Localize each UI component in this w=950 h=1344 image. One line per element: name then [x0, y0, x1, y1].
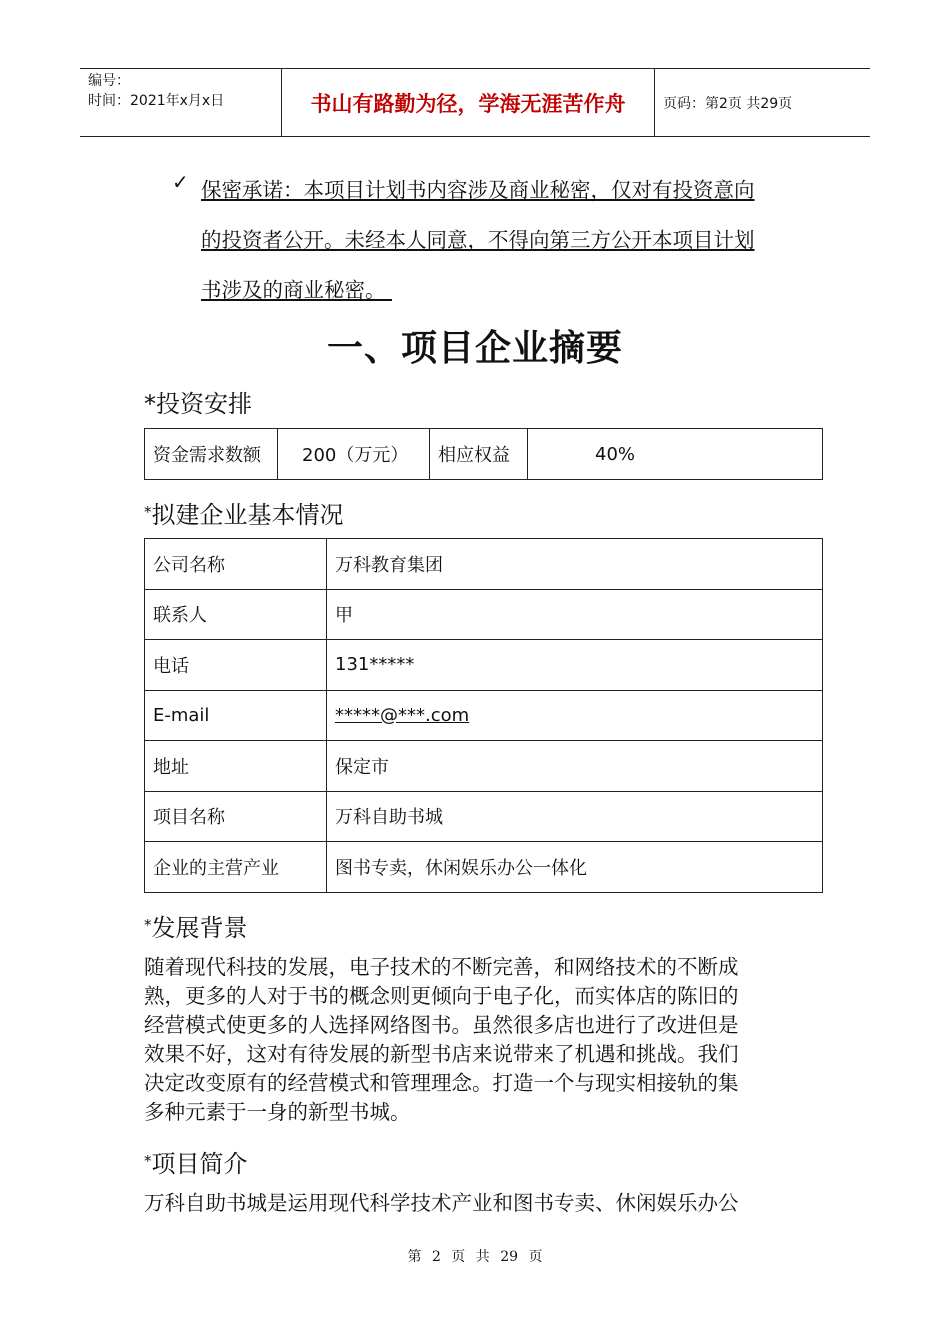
confidentiality-promise: [201, 165, 816, 315]
table-row: [145, 791, 823, 842]
row-label: 电话: [145, 640, 327, 691]
promise-line-3: 书涉及的商业秘密。: [201, 278, 386, 302]
promise-line-2: 的投资者公开。未经本人同意，不得向第三方公开本项目计划: [201, 228, 755, 252]
row-value: 131*****: [327, 640, 823, 691]
header-motto: 书山有路勤为径，学海无涯苦作舟: [282, 69, 655, 136]
paragraph-line: 经营模式使更多的人选择网络图书。虽然很多店也进行了改进但是: [144, 1013, 739, 1037]
row-label: E-mail: [145, 690, 327, 741]
investment-table: [144, 428, 823, 480]
table-row: [145, 842, 823, 893]
table-row: [145, 429, 823, 480]
table-row: [145, 690, 823, 741]
background-heading: [144, 908, 248, 943]
paragraph-line: 万科自助书城是运用现代科学技术产业和图书专卖、休闲娱乐办公: [144, 1191, 739, 1215]
heading-star: *: [144, 1152, 152, 1170]
time-label: 时间：2021年x月x日: [88, 93, 225, 109]
background-paragraph: [144, 953, 814, 1127]
row-label: 项目名称: [145, 791, 327, 842]
table-row: [145, 539, 823, 590]
paragraph-line: 效果不好，这对有待发展的新型书店来说带来了机遇和挑战。我们: [144, 1042, 739, 1066]
row-label: 公司名称: [145, 539, 327, 590]
paragraph-line: 熟，更多的人对于书的概念则更倾向于电子化，而实体店的陈旧的: [144, 984, 739, 1008]
company-heading: [144, 495, 344, 530]
section-title: 一、项目企业摘要: [326, 328, 623, 369]
header-page-info: 页码：第2页 共29页: [663, 95, 793, 112]
intro-paragraph: [144, 1189, 814, 1218]
paragraph-line: 决定改变原有的经营模式和管理理念。打造一个与现实相接轨的集: [144, 1071, 739, 1095]
paragraph-line: 随着现代科技的发展，电子技术的不断完善，和网络技术的不断成: [144, 955, 739, 979]
row-value: [327, 690, 823, 741]
table-row: [145, 589, 823, 640]
checkmark-icon: ✓: [172, 170, 189, 194]
company-heading-text: 拟建企业基本情况: [151, 501, 344, 529]
equity-label: 相应权益: [430, 429, 528, 480]
row-label: 企业的主营产业: [145, 842, 327, 893]
number-label: 编号：: [88, 73, 130, 89]
investment-heading: *投资安排: [144, 390, 252, 418]
table-row: [145, 741, 823, 792]
row-value: 甲: [327, 589, 823, 640]
page-header: [80, 68, 870, 137]
funding-value: 200（万元）: [278, 429, 430, 480]
row-label: 联系人: [145, 589, 327, 640]
page-footer: 第 2 页 共 29 页: [407, 1249, 543, 1265]
heading-star: *: [144, 916, 152, 934]
funding-label: 资金需求数额: [145, 429, 278, 480]
row-value: 保定市: [327, 741, 823, 792]
heading-star: *: [144, 503, 152, 521]
row-value: 万科教育集团: [327, 539, 823, 590]
background-heading-text: 发展背景: [151, 914, 248, 942]
paragraph-line: 多种元素于一身的新型书城。: [144, 1100, 411, 1124]
intro-heading: [144, 1144, 248, 1179]
equity-value: 40%: [528, 429, 823, 480]
row-value: 图书专卖，休闲娱乐办公一体化: [327, 842, 823, 893]
company-info-table: [144, 538, 823, 893]
table-row: [145, 640, 823, 691]
row-value: 万科自助书城: [327, 791, 823, 842]
promise-line-1: 保密承诺：本项目计划书内容涉及商业秘密，仅对有投资意向: [201, 178, 755, 202]
row-label: 地址: [145, 741, 327, 792]
header-meta: [80, 69, 282, 136]
email-link[interactable]: *****@***.com: [335, 704, 470, 726]
intro-heading-text: 项目简介: [151, 1150, 248, 1178]
